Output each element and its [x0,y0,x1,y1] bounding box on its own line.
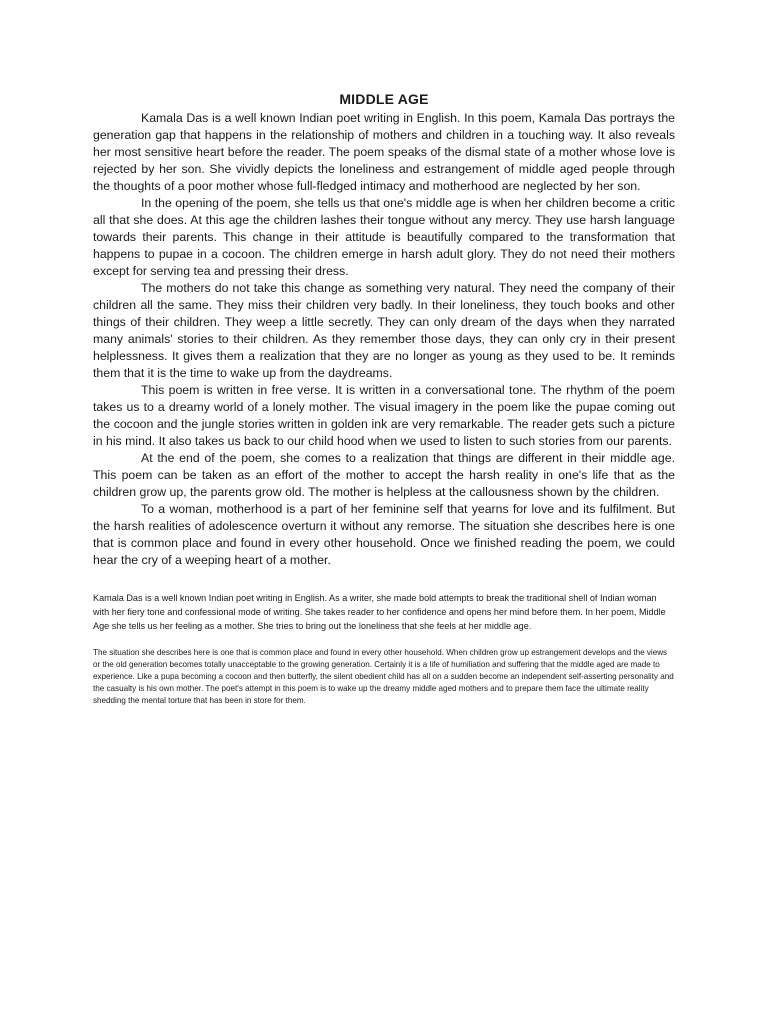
document-title: MIDDLE AGE [339,91,429,107]
paragraph-intro: Kamala Das is a well known Indian poet writing in English. In this poem, Kamala Das portrays the generation gap that happens in the relationship of mothers and children in a touching way. It also reveals her most sensitive heart before the reader. The poem speaks of the dismal state of a mother whose love is rejected by her son. She vividly depicts the loneliness and estrangement of middle aged people through the thoughts of a poor mother whose full-fledged intimacy and motherhood are neglected by her son. [93,111,675,193]
situation-note [93,647,675,707]
paragraph-opening: In the opening of the poem, she tells us that one's middle age is when her children become a critic all that she does. At this age the children lashes their tongue without any mercy. They use harsh language towards their parents. This change in their attitude is beautifully compared to the transformation that happens to pupae in a cocoon. The children emerge in harsh adult glory. They do not need their mothers except for serving tea and pressing their dress. [93,196,675,278]
situation-note-text: The situation she describes here is one that is common place and found in every other household. When children grow up estrangement develops and the views or the old generation becomes totally unacceptable to the growing generation. Certainly it is a life of humiliation and suffering that the middle aged are made to experience. Like a pupa becoming a cocoon and then butterfly, the silent obedient child has all on a sudden become an independent self-asserting personality and the casualty is his own mother. The poet's attempt in this poem is to wake up the dreamy middle aged mothers and to prepare them face the ultimate reality shedding the mental torture that has been in store for them. [93,648,674,705]
paragraph-end: At the end of the poem, she comes to a realization that things are different in their middle age. This poem can be taken as an effort of the mother to accept the harsh reality in one's life that as the children grow up, the parents grow old. The mother is helpless at the callousness shown by the children. [93,451,675,499]
paragraph-free-verse: This poem is written in free verse. It is written in a conversational tone. The rhythm of the poem takes us to a dreamy world of a lonely mother. The visual imagery in the poem like the pupae coming out the cocoon and the jungle stories written in golden ink are very remarkable. The reader gets such a picture in his mind. It also takes us back to our child hood when we used to listen to such stories from our parents. [93,383,675,448]
summary-note [93,591,675,633]
paragraph-mothers: The mothers do not take this change as something very natural. They need the company of their children all the same. They miss their children very badly. In their loneliness, they touch books and other things of their children. They weep a little secretly. They can only dream of the days when they narrated many animals' stories to their children. As they remember those days, they can only cry in their present helplessness. It gives them a realization that they are no longer as young as they used to be. It reminds them that it is the time to wake up from the daydreams. [93,281,675,380]
document-page [93,90,675,707]
paragraph-motherhood: To a woman, motherhood is a part of her feminine self that yearns for love and its fulfilment. But the harsh realities of adolescence overturn it without any remorse. The situation she describes here is one that is common place and found in every other household. Once we finished reading the poem, we could hear the cry of a weeping heart of a mother. [93,502,675,567]
summary-note-text: Kamala Das is a well known Indian poet writing in English. As a writer, she made bold attempts to break the traditional shell of Indian woman with her fiery tone and confessional mode of writing. She takes reader to her confidence and opens her mind before them. In her poem, Middle Age she tells us her feeling as a mother. She tries to bring out the loneliness that she feels at her middle age. [93,593,666,631]
